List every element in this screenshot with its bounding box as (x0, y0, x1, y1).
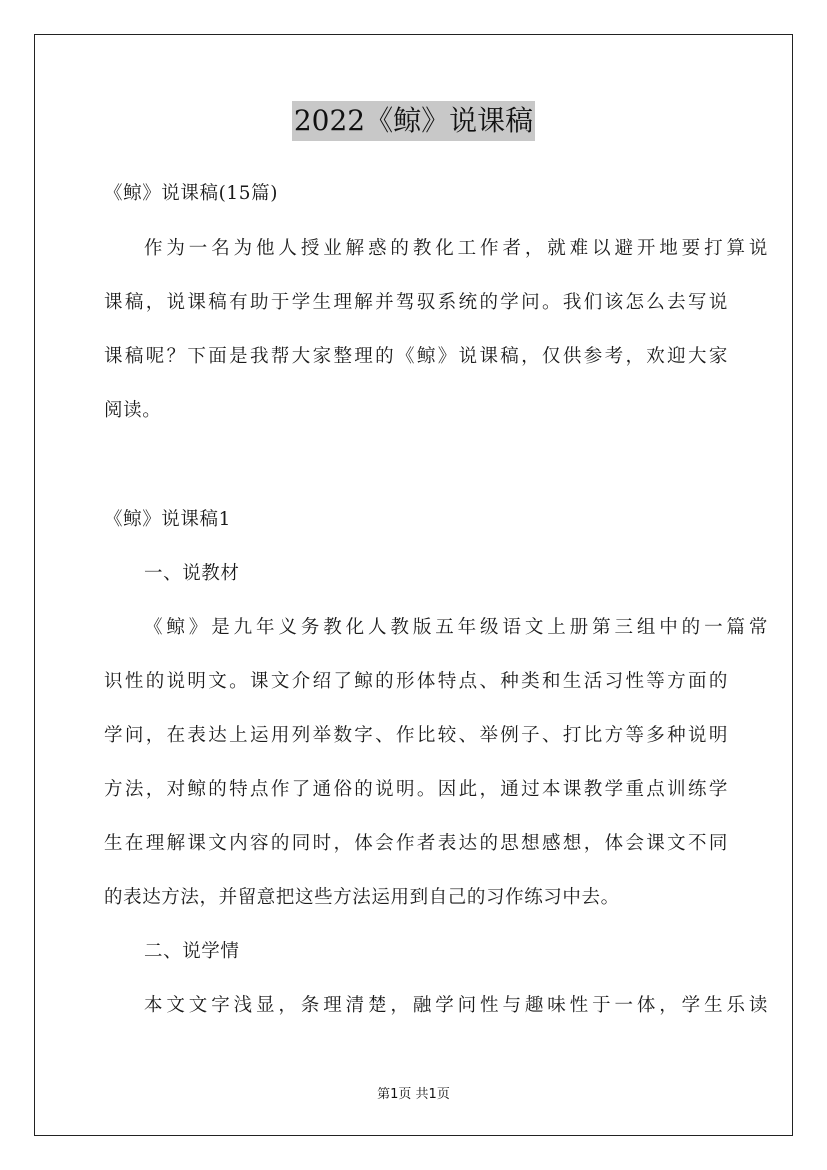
document-title: 2022《鲸》说课稿 (292, 101, 535, 141)
section-title: 《鲸》说课稿1 (104, 509, 231, 530)
page-footer: 第1页 共1页 (377, 1087, 450, 1102)
intro-line: 作为一名为他人授业解惑的教化工作者，就难以避开地要打算说 (144, 238, 768, 259)
intro-line: 课稿，说课稿有助于学生理解并驾驭系统的学问。我们该怎么去写说 (104, 292, 728, 313)
paragraph-line: 学问，在表达上运用列举数字、作比较、举例子、打比方等多种说明 (104, 725, 728, 746)
title-container (0, 101, 827, 141)
heading-teaching-material: 一、说教材 (144, 563, 240, 584)
paragraph-line: 《鲸》是九年义务教化人教版五年级语文上册第三组中的一篇常 (144, 617, 768, 638)
intro-line: 阅读。 (104, 400, 162, 421)
paragraph-line: 的表达方法，并留意把这些方法运用到自己的习作练习中去。 (104, 887, 620, 908)
paragraph-line: 识性的说明文。课文介绍了鲸的形体特点、种类和生活习性等方面的 (104, 671, 728, 692)
intro-line: 课稿呢？下面是我帮大家整理的《鲸》说课稿，仅供参考，欢迎大家 (104, 346, 728, 367)
document-subtitle: 《鲸》说课稿(15篇) (104, 183, 279, 204)
paragraph-line: 本文文字浅显，条理清楚，融学问性与趣味性于一体，学生乐读 (144, 995, 768, 1016)
paragraph-line: 生在理解课文内容的同时，体会作者表达的思想感想，体会课文不同 (104, 833, 728, 854)
paragraph-line: 方法，对鲸的特点作了通俗的说明。因此，通过本课教学重点训练学 (104, 779, 728, 800)
heading-student-situation: 二、说学情 (144, 941, 240, 962)
